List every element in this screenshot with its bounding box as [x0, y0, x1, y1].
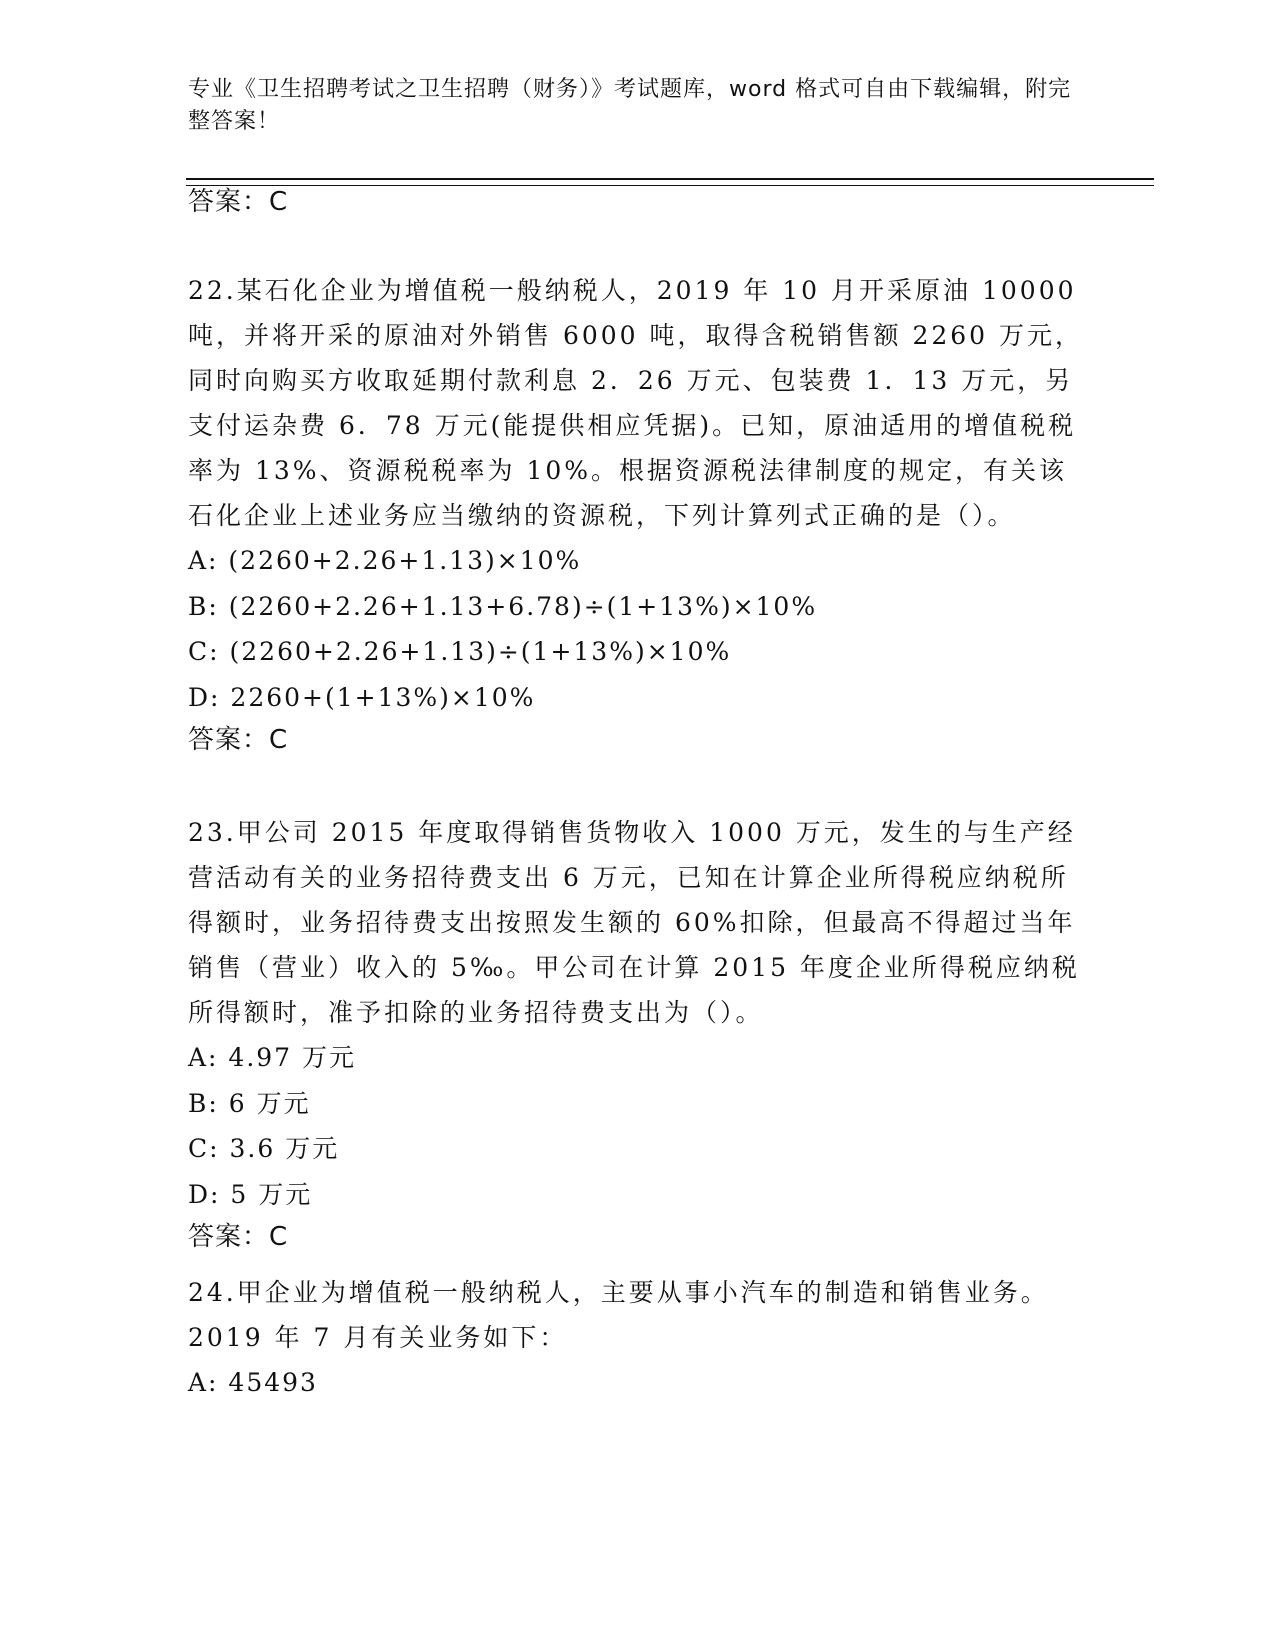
question-24-option-a: A: 45493 [188, 1368, 318, 1397]
answer-q22: 答案：C [188, 725, 289, 755]
question-22-stem: 22.某石化企业为增值税一般纳税人，2019 年 10 月开采原油 10000 吨，并将开采的原油对外销售 6000 吨，取得含税销售额 2260 万元，同时向购买方收取延期付款利息 2．26 万元、包装费 1．13 万元，另支付运杂费 6．78 万元(能提供相应凭据)。已知，原油适用的增值税税率为 13%、资源税税率为 10%。根据资源税法律制度的规定，有关该石化企业上述业务应当缴纳的资源税，下列计算列式正确的是（）。 [188, 276, 1084, 530]
question-23-option-d: D: 5 万元 [188, 1179, 313, 1209]
question-23-option-c: C: 3.6 万元 [188, 1134, 340, 1163]
question-24 [188, 1270, 1088, 1406]
question-23-option-a: A: 4.97 万元 [188, 1043, 357, 1072]
answer-q23: 答案：C [188, 1222, 289, 1252]
question-24-stem: 24.甲企业为增值税一般纳税人，主要从事小汽车的制造和销售业务。2019 年 7 月有关业务如下： [188, 1278, 1049, 1352]
question-22-option-a: A: (2260+2.26+1.13)×10% [188, 546, 582, 575]
answer-q21: 答案：C [188, 187, 289, 217]
question-23 [188, 810, 1088, 1257]
question-22-option-d: D: 2260+(1+13%)×10% [188, 682, 536, 712]
question-23-stem: 23.甲公司 2015 年度取得销售货物收入 1000 万元，发生的与生产经营活动有关的业务招待费支出 6 万元，已知在计算企业所得税应纳税所得额时，业务招待费支出按照发生额的 60%扣除，但最高不得超过当年销售（营业）收入的 5‰。甲公司在计算 2015 年度企业所得税应纳税所得额时，准予扣除的业务招待费支出为（）。 [188, 818, 1080, 1027]
question-22-option-b: B: (2260+2.26+1.13+6.78)÷(1+13%)×10% [188, 591, 818, 621]
question-23-option-b: B: 6 万元 [188, 1088, 311, 1118]
question-22-option-c: C: (2260+2.26+1.13)÷(1+13%)×10% [188, 637, 732, 666]
page-header: 专业《卫生招聘考试之卫生招聘（财务）》考试题库，word 格式可自由下载编辑，附完整答案！ [188, 77, 1072, 134]
question-22 [188, 268, 1088, 760]
